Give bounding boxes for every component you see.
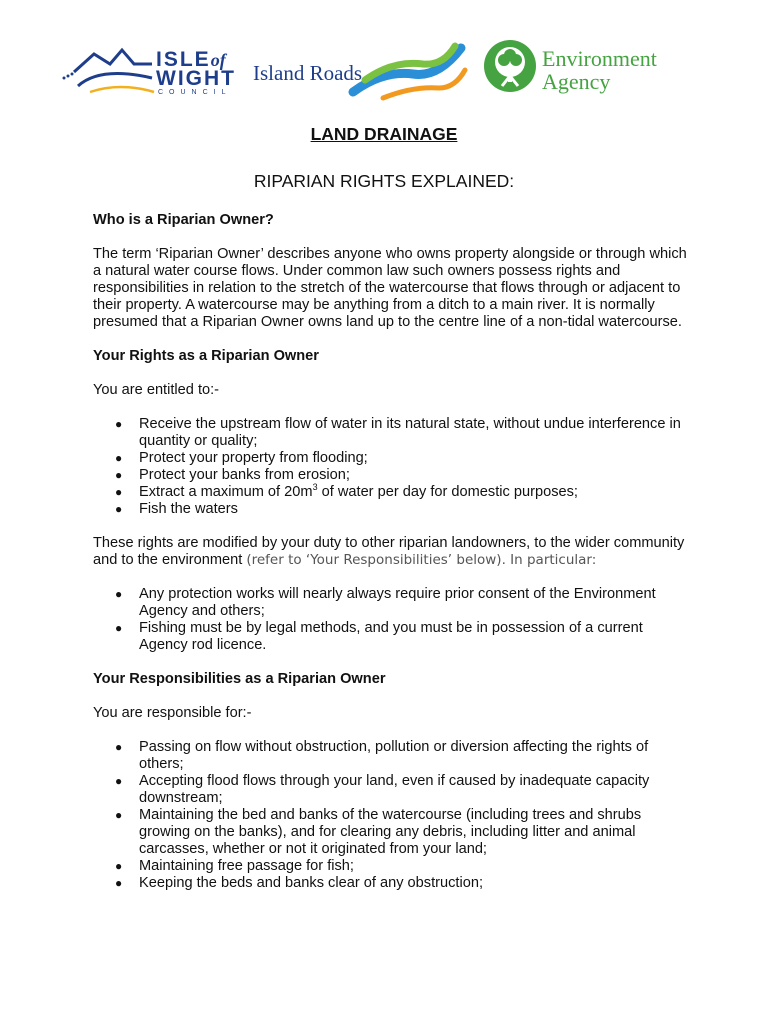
bullet-icon: ● xyxy=(115,621,123,635)
ea-line2: Agency xyxy=(542,69,611,94)
section-heading-responsibilities: Your Responsibilities as a Riparian Owner xyxy=(93,671,386,687)
bullet-icon: ● xyxy=(115,587,123,601)
list-item-text: Passing on flow without obstruction, pollution or diversion affecting the rights of others; xyxy=(139,739,649,772)
island-roads-wordmark: Island Roads xyxy=(253,61,363,85)
logo-isle-line: ISLEof xyxy=(156,48,226,71)
bullet-icon: ● xyxy=(115,859,123,873)
list-item-text: Keeping the beds and banks clear of any obstruction; xyxy=(139,875,483,891)
list-item-text: Protect your banks from erosion; xyxy=(139,467,350,483)
tree-person-icon xyxy=(482,38,538,94)
list-item xyxy=(93,467,693,484)
who-paragraph: The term ‘Riparian Owner’ describes anyone who owns property alongside or through which a natural water course flows. Under common law such owners possess rights and responsibilities in relation to the stretch of the watercourse that flows through or adjacent to their property. A watercourse may be anything from a ditch to a main river. It is normally presumed that a Riparian Owner owns land up to the centre line of a non-tidal watercourse. xyxy=(93,246,687,330)
document-body xyxy=(93,212,693,909)
section-heading-rights: Your Rights as a Riparian Owner xyxy=(93,348,319,364)
island-roads-logo xyxy=(253,40,468,102)
section-heading-who: Who is a Riparian Owner? xyxy=(93,212,274,228)
isle-of-wight-council-logo xyxy=(60,42,245,100)
list-item-text: Any protection works will nearly always require prior consent of the Environment Agency and others; xyxy=(139,586,656,619)
bullet-icon: ● xyxy=(115,740,123,754)
bullet-icon: ● xyxy=(115,468,123,482)
list-item-text: Fishing must be by legal methods, and you must be in possession of a current Agency rod licence. xyxy=(139,620,643,653)
list-item xyxy=(93,620,693,654)
list-item xyxy=(93,773,693,807)
rights-intro: You are entitled to:- xyxy=(93,382,220,398)
bullet-icon: ● xyxy=(115,417,123,431)
list-item xyxy=(93,416,693,450)
rights-modified-paragraph: These rights are modified by your duty to other riparian landowners, to the wider community and to the environment (refer to ‘Your Responsibilities’ below). In particular: xyxy=(93,535,685,568)
logo-wight-line: WIGHT xyxy=(156,67,236,90)
list-item-text: Accepting flood flows through your land, even if caused by inadequate capacity downstream; xyxy=(139,773,650,806)
responsibilities-list xyxy=(93,739,693,892)
list-item xyxy=(93,501,693,518)
list-item-text: Receive the upstream flow of water in its natural state, without undue interference in quantity or quality; xyxy=(139,416,681,449)
bullet-icon: ● xyxy=(115,502,123,516)
list-item xyxy=(93,484,693,501)
isle-of-wight-icon xyxy=(60,42,156,100)
environment-agency-logo xyxy=(482,38,702,104)
list-item xyxy=(93,807,693,858)
list-item-text: Extract a maximum of $20m^3$ of water per day for domestic purposes; xyxy=(139,482,578,500)
list-item xyxy=(93,875,693,892)
bullet-icon: ● xyxy=(115,451,123,465)
rights-list xyxy=(93,416,693,518)
bullet-icon: ● xyxy=(115,808,123,822)
environment-agency-wordmark xyxy=(542,47,657,93)
document-title: LAND DRAINAGE xyxy=(310,124,458,144)
logo-council-line: COUNCIL xyxy=(158,89,232,96)
bullet-icon: ● xyxy=(115,876,123,890)
list-item-text: Maintaining the bed and banks of the watercourse (including trees and shrubs growing on the banks), and for clearing any debris, including litter and animal carcasses, whether or not it originated from your land; xyxy=(139,807,642,857)
list-item-text: Maintaining free passage for fish; xyxy=(139,858,354,874)
document-subtitle: RIPARIAN RIGHTS EXPLAINED: xyxy=(253,171,515,191)
header-logos xyxy=(60,38,700,104)
list-item xyxy=(93,450,693,467)
bullet-icon: ● xyxy=(115,485,123,499)
bullet-icon: ● xyxy=(115,774,123,788)
ea-line1: Environment xyxy=(542,46,657,71)
list-item-text: Protect your property from flooding; xyxy=(139,450,368,466)
particular-list xyxy=(93,586,693,654)
responsibilities-intro: You are responsible for:- xyxy=(93,705,252,721)
list-item-text: Fish the waters xyxy=(139,501,238,517)
list-item xyxy=(93,586,693,620)
list-item xyxy=(93,858,693,875)
list-item xyxy=(93,739,693,773)
